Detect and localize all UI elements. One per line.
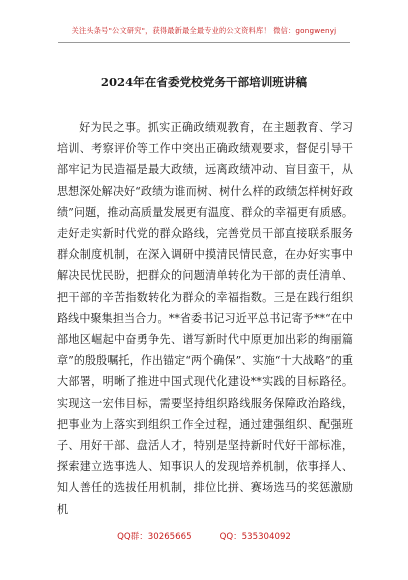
document-body-paragraph: 好为民之事。抓实正确政绩观教育，在主题教育、学习培训、考察评价等工作中突出正确政绩观要求，督促引导干部牢记为民造福是最大政绩，远离政绩冲动、盲目蛮干，从思想深处解决好“政绩为谁而树、树什么样的政绩怎样树好政绩”问题，推动高质量发展更有温度、群众的幸福更有质感。走好走实新时代党的群众路线，完善党员干部直接联系服务群众制度机制，在深入调研中摸清民情民意，在办好实事中解决民忧民盼，把群众的问题清单转化为干部的责任清单、把干部的辛苦指数转化为群众的幸福指数。三是在践行组织路线中聚集担当合力。**省委书记习近平总书记寄予**“在中部地区崛起中奋勇争先、谱写新时代中原更加出彩的绚丽篇章”的殷殷嘱托，作出锚定“两个确保”、实施“十大战略”的重大部署，明晰了推进中国式现代化建设**实践的目标路径。实现这一宏伟目标，需要坚持组织路线服务保障政治路线，把事业为上落实到组织工作全过程，通过建强组织、配强班子、用好干部、盘活人才，特别是坚持新时代好干部标准，探索建立选事选人、知事识人的发现培养机制，依事择人、知人善任的选拔任用机制，排位比拼、赛场选马的奖惩激励机 (57, 121, 353, 516)
header-divider (58, 42, 350, 43)
qq-number: QQ：535304092 (219, 532, 291, 542)
header-banner: 关注头条号"公文研究"，获得最新最全最专业的公文资料库！ 微信：gongwenyj (71, 26, 337, 35)
footer-contact (0, 530, 408, 542)
document-title: 2024年在省委党校党务干部培训班讲稿 (100, 75, 308, 89)
qq-group-number: QQ群：30265665 (117, 532, 192, 542)
